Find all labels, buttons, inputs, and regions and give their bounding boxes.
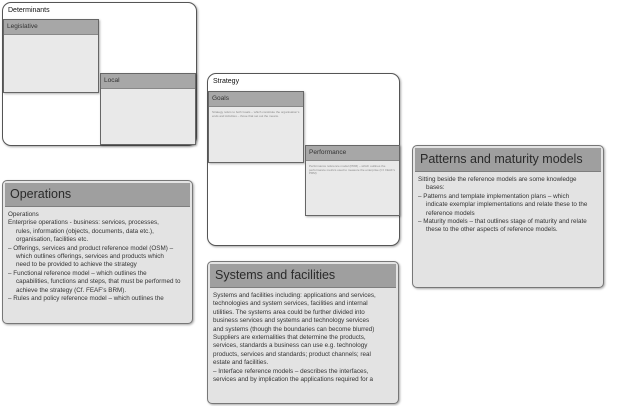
systems-line: products, services and standards; product channels; real — [213, 350, 371, 358]
strategy-title: Strategy — [213, 78, 240, 85]
operations-line: organisation, facilities etc. — [16, 236, 89, 244]
operations-line: – Functional reference model – which outlines the — [8, 269, 147, 277]
operations-body — [3, 207, 192, 303]
performance-body: Performance reference model (PRM) – which outlines the performance metrics used to measure the enterprise (Cf. FEAF’s PRM) — [309, 164, 395, 176]
operations-box[interactable] — [2, 180, 193, 324]
systems-line: estate and facilities. — [213, 359, 269, 367]
determinants-title: Determinants — [8, 7, 50, 14]
patterns-line: – Maturity models – that outlines stage of maturity and relate — [418, 218, 587, 226]
patterns-title: Patterns and maturity models — [415, 148, 601, 172]
goals-body: Strategy refers to both Goals – which constitute the organisation’s ends and Activities – those that set out the means. — [212, 110, 300, 118]
systems-line: utilities. The systems area could be further divided into — [213, 308, 365, 316]
performance-card[interactable] — [305, 145, 400, 216]
operations-line: which outlines offerings, services and products which — [16, 253, 164, 261]
patterns-line: indicate exemplar implementations and relate these to the — [426, 201, 588, 209]
patterns-body — [413, 172, 603, 235]
patterns-line: reference models — [426, 209, 475, 217]
systems-line: Systems and facilities including: applications and services, — [213, 292, 376, 299]
systems-line: – Interface reference models – describes the interfaces, — [213, 367, 369, 375]
operations-title: Operations — [5, 183, 190, 207]
legislative-title: Legislative — [4, 20, 98, 35]
operations-line: Operations — [8, 211, 39, 218]
patterns-box[interactable] — [412, 145, 604, 288]
systems-line: and systems (though the boundaries can become blurred) — [213, 325, 375, 333]
patterns-line: Sitting beside the reference models are some knowledge — [418, 176, 577, 183]
local-card[interactable] — [100, 73, 196, 145]
systems-line: technologies and system services, facilities and internal — [213, 300, 368, 308]
systems-line: business services and systems and technology services — [213, 317, 370, 325]
systems-box[interactable] — [207, 261, 399, 404]
operations-line: rules, information (objects, documents, data etc.), — [16, 227, 154, 235]
operations-line: – Rules and policy reference model – which outlines the — [8, 295, 164, 303]
goals-title: Goals — [209, 92, 303, 107]
systems-line: services and by implication the applications required for a — [213, 376, 373, 384]
operations-line: capabilities, functions and steps, that must be performed to — [16, 278, 181, 286]
systems-line: services, standards a business can use e.g. technology — [213, 342, 368, 350]
patterns-line: – Patterns and template implementation plans – which — [418, 192, 570, 200]
local-title: Local — [101, 74, 195, 89]
operations-line: need to be provided to achieve the strategy — [16, 261, 137, 269]
performance-title: Performance — [306, 146, 399, 161]
patterns-line: these to the other aspects of reference models. — [426, 226, 558, 234]
operations-line: Enterprise operations - business: services, processes, — [8, 219, 159, 227]
systems-title: Systems and facilities — [210, 264, 396, 288]
goals-card[interactable] — [208, 91, 304, 163]
operations-line: – Offerings, services and product reference model (OSM) – — [8, 244, 174, 252]
systems-body — [208, 288, 398, 384]
operations-line: achieve the strategy (Cf. FEAF’s BRM). — [16, 286, 127, 294]
patterns-line: bases: — [426, 184, 445, 192]
systems-line: Suppliers are externalities that determine the products, — [213, 334, 366, 342]
legislative-card[interactable] — [3, 19, 99, 93]
